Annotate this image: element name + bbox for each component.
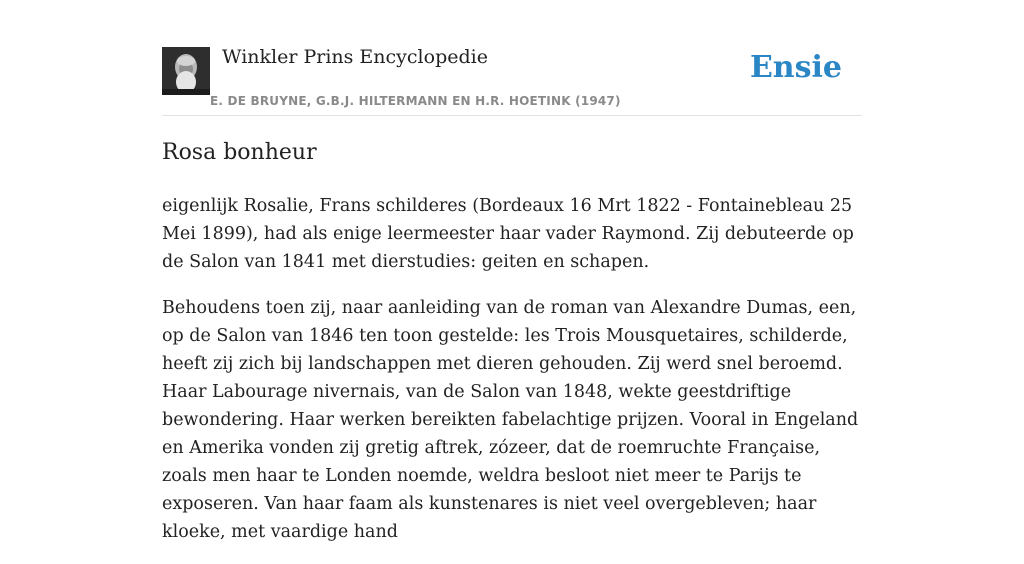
author-avatar	[162, 47, 210, 95]
page-container	[162, 0, 862, 542]
article-title: Rosa bonheur	[162, 140, 317, 165]
author-portrait-icon	[162, 47, 210, 95]
article-body	[162, 192, 862, 564]
ensie-logo-link[interactable]: Ensie	[749, 50, 842, 85]
article-paragraph: eigenlijk Rosalie, Frans schilderes (Bordeaux 16 Mrt 1822 - Fontainebleau 25 Mei 1899), had als enige leermeester haar vader Raymond. Zij debuteerde op de Salon van 1841 met dierstudies: geiten en schapen.	[162, 196, 854, 272]
source-authors: E. DE BRUYNE, G.B.J. HILTERMANN EN H.R. HOETINK (1947)	[210, 94, 621, 108]
article-paragraph: Behoudens toen zij, naar aanleiding van de roman van Alexandre Dumas, een, op de Salon van 1846 ten toon gestelde: les Trois Mousquetaires, schilderde, heeft zij zich bij landschappen met dieren gehouden. Zij werd snel beroemd. Haar Labourage nivernais, van de Salon van 1848, wekte geestdriftige bewondering. Haar werken bereikten fabelachtige prijzen. Vooral in Engeland en Amerika vonden zij gretig aftrek, zózeer, dat de roemruchte Française, zoals men haar te Londen noemde, weldra besloot niet meer te Parijs te exposeren. Van haar faam als kunstenares is niet veel overgebleven; haar kloeke, met vaardige hand	[162, 298, 859, 542]
source-header	[162, 0, 862, 116]
source-title[interactable]: Winkler Prins Encyclopedie	[222, 46, 488, 68]
